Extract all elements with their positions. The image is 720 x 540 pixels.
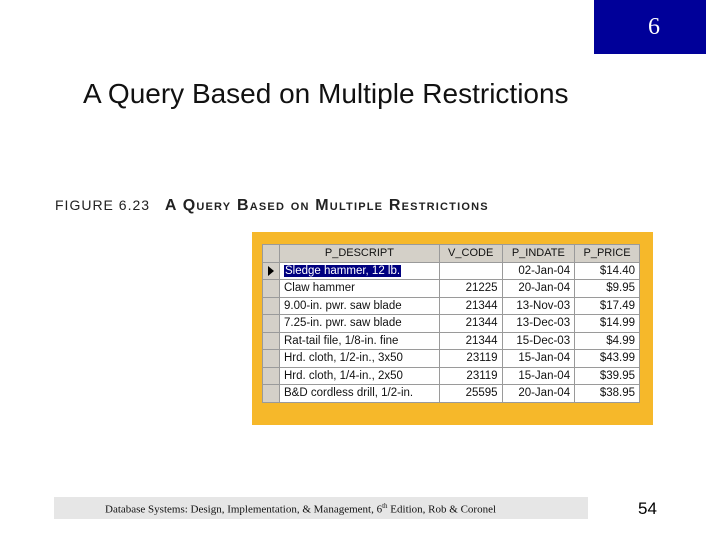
query-result-table bbox=[262, 244, 640, 403]
cell-p-indate[interactable]: 15-Jan-04 bbox=[502, 350, 575, 368]
current-record-arrow-icon bbox=[268, 266, 274, 276]
record-selector[interactable] bbox=[263, 367, 280, 385]
cell-p-price[interactable]: $14.99 bbox=[575, 315, 640, 333]
cell-v-code[interactable]: 21344 bbox=[439, 297, 502, 315]
cell-p-descript[interactable]: Hrd. cloth, 1/2-in., 3x50 bbox=[280, 350, 440, 368]
figure-caption bbox=[55, 197, 489, 215]
table-row[interactable] bbox=[263, 332, 640, 350]
cell-p-indate[interactable]: 13-Dec-03 bbox=[502, 315, 575, 333]
record-selector[interactable] bbox=[263, 385, 280, 403]
header-row bbox=[263, 245, 640, 263]
table-row[interactable] bbox=[263, 280, 640, 298]
figure-number: FIGURE 6.23 bbox=[55, 197, 151, 213]
footer-text-tail: Edition, Rob & Coronel bbox=[387, 503, 497, 516]
cell-p-price[interactable]: $43.99 bbox=[575, 350, 640, 368]
figure-title: A Query Based on Multiple Restrictions bbox=[164, 197, 489, 214]
footer-superscript: th bbox=[382, 502, 388, 510]
cell-p-price[interactable]: $17.49 bbox=[575, 297, 640, 315]
cell-v-code[interactable]: 21344 bbox=[439, 332, 502, 350]
cell-p-descript[interactable]: Sledge hammer, 12 lb. bbox=[280, 262, 440, 280]
cell-p-indate[interactable]: 20-Jan-04 bbox=[502, 280, 575, 298]
cell-p-descript[interactable]: 7.25-in. pwr. saw blade bbox=[280, 315, 440, 333]
table-row[interactable] bbox=[263, 385, 640, 403]
table-row[interactable] bbox=[263, 350, 640, 368]
column-header[interactable]: V_CODE bbox=[439, 245, 502, 263]
record-selector[interactable] bbox=[263, 262, 280, 280]
table-row[interactable] bbox=[263, 262, 640, 280]
slide-title: A Query Based on Multiple Restrictions bbox=[83, 78, 569, 109]
cell-v-code[interactable]: 21225 bbox=[439, 280, 502, 298]
cell-p-price[interactable]: $38.95 bbox=[575, 385, 640, 403]
cell-p-price[interactable]: $39.95 bbox=[575, 367, 640, 385]
cell-p-descript[interactable]: B&D cordless drill, 1/2-in. bbox=[280, 385, 440, 403]
cell-v-code[interactable]: 21344 bbox=[439, 315, 502, 333]
cell-p-indate[interactable]: 13-Nov-03 bbox=[502, 297, 575, 315]
cell-p-descript[interactable]: 9.00-in. pwr. saw blade bbox=[280, 297, 440, 315]
cell-p-indate[interactable]: 02-Jan-04 bbox=[502, 262, 575, 280]
record-selector[interactable] bbox=[263, 315, 280, 333]
cell-p-descript[interactable]: Rat-tail file, 1/8-in. fine bbox=[280, 332, 440, 350]
chapter-number: 6 bbox=[648, 13, 660, 40]
record-selector[interactable] bbox=[263, 350, 280, 368]
footer-text-main: Database Systems: Design, Implementation, & Management, 6 bbox=[105, 503, 383, 516]
cell-v-code[interactable] bbox=[439, 262, 502, 280]
column-header[interactable]: P_INDATE bbox=[502, 245, 575, 263]
query-datasheet bbox=[262, 244, 640, 403]
cell-v-code[interactable]: 25595 bbox=[439, 385, 502, 403]
cell-p-indate[interactable]: 15-Jan-04 bbox=[502, 367, 575, 385]
footer-citation bbox=[105, 502, 496, 516]
table-row[interactable] bbox=[263, 315, 640, 333]
table-row[interactable] bbox=[263, 297, 640, 315]
table-row[interactable] bbox=[263, 367, 640, 385]
cell-p-price[interactable]: $9.95 bbox=[575, 280, 640, 298]
cell-p-descript[interactable]: Hrd. cloth, 1/4-in., 2x50 bbox=[280, 367, 440, 385]
column-header[interactable]: P_DESCRIPT bbox=[280, 245, 440, 263]
cell-p-price[interactable]: $14.40 bbox=[575, 262, 640, 280]
record-selector[interactable] bbox=[263, 297, 280, 315]
page-number: 54 bbox=[638, 499, 657, 518]
cell-v-code[interactable]: 23119 bbox=[439, 367, 502, 385]
cell-p-price[interactable]: $4.99 bbox=[575, 332, 640, 350]
record-selector-header bbox=[263, 245, 280, 263]
cell-p-indate[interactable]: 20-Jan-04 bbox=[502, 385, 575, 403]
cell-p-descript[interactable]: Claw hammer bbox=[280, 280, 440, 298]
record-selector[interactable] bbox=[263, 280, 280, 298]
cell-v-code[interactable]: 23119 bbox=[439, 350, 502, 368]
record-selector[interactable] bbox=[263, 332, 280, 350]
column-header[interactable]: P_PRICE bbox=[575, 245, 640, 263]
chapter-number-badge bbox=[594, 0, 706, 54]
cell-p-indate[interactable]: 15-Dec-03 bbox=[502, 332, 575, 350]
